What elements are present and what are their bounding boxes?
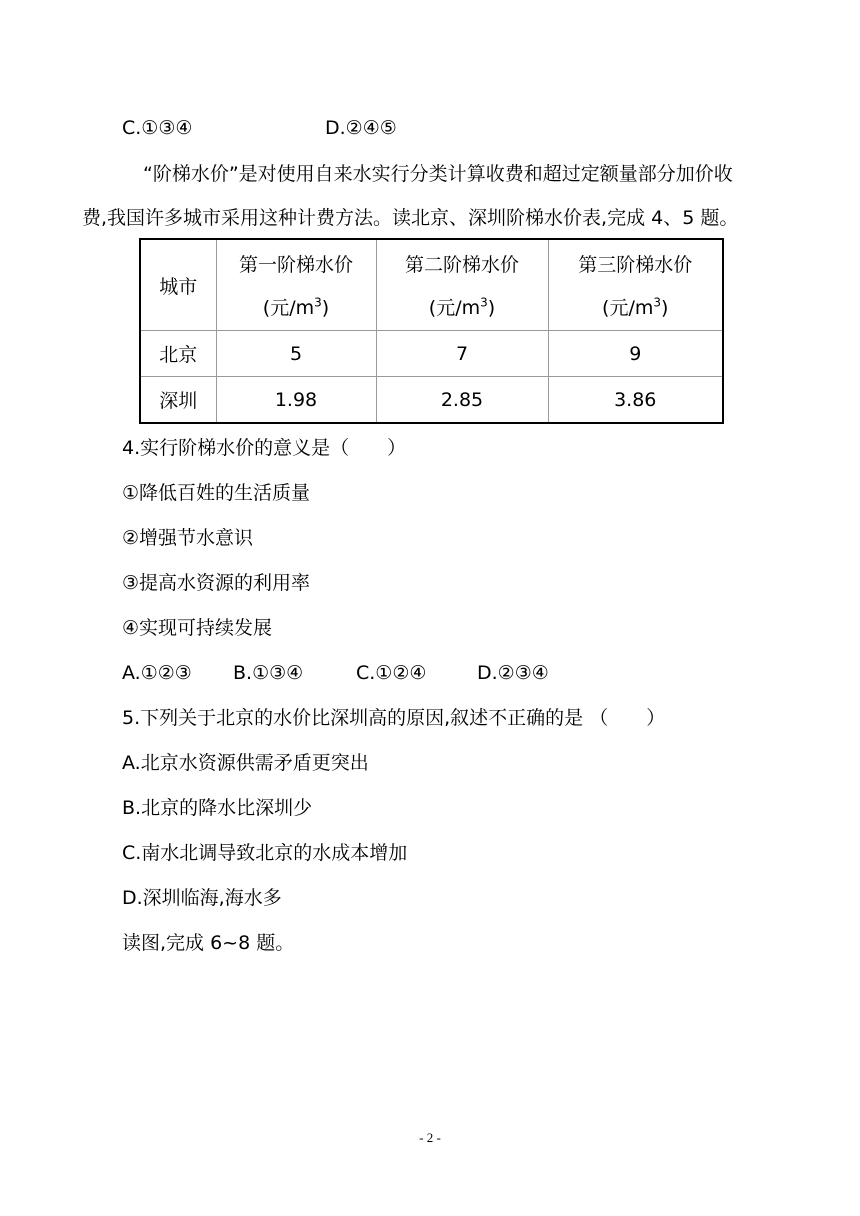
q4-item-2: ②增强节水意识 bbox=[122, 527, 254, 549]
read-figure-prompt: 读图,完成 6~8 题。 bbox=[122, 932, 295, 954]
q5-option-b: B.北京的降水比深圳少 bbox=[122, 797, 313, 819]
header-tier-1: 第一阶梯水价 (元$/m^3$) bbox=[216, 239, 376, 331]
q5-option-a: A.北京水资源供需矛盾更突出 bbox=[122, 752, 369, 774]
q4-option-a: A.①②③ bbox=[122, 662, 192, 684]
q4-item-1: ①降低百姓的生活质量 bbox=[122, 482, 311, 504]
intro-line-1: “阶梯水价”是对使用自来水实行分类计算收费和超过定额量部分加价收 bbox=[143, 163, 733, 185]
q4-option-d: D.②③④ bbox=[477, 662, 549, 684]
cell-city: 深圳 bbox=[140, 377, 216, 424]
header-tier-3: 第三阶梯水价 (元$/m^3$) bbox=[548, 239, 723, 331]
q5-option-c: C.南水北调导致北京的水成本增加 bbox=[122, 842, 408, 864]
q5-option-d: D.深圳临海,海水多 bbox=[122, 887, 282, 909]
cell-city: 北京 bbox=[140, 331, 216, 377]
option-c: C.①③④ bbox=[122, 117, 193, 139]
water-price-table bbox=[139, 238, 724, 424]
intro-line-2: 费,我国许多城市采用这种计费方法。读北京、深圳阶梯水价表,完成 4、5 题。 bbox=[82, 207, 739, 229]
cell-tier-1: 1.98 bbox=[216, 377, 376, 424]
cell-tier-2: 7 bbox=[376, 331, 548, 377]
table-row bbox=[140, 331, 723, 377]
option-d: D.②④⑤ bbox=[325, 117, 397, 139]
cell-tier-3: 3.86 bbox=[548, 377, 723, 424]
q5-stem: 5.下列关于北京的水价比深圳高的原因,叙述不正确的是 （ ） bbox=[122, 707, 666, 729]
cell-tier-2: 2.85 bbox=[376, 377, 548, 424]
header-city: 城市 bbox=[140, 239, 216, 331]
q4-option-c: C.①②④ bbox=[356, 662, 427, 684]
table-row bbox=[140, 377, 723, 424]
q4-item-3: ③提高水资源的利用率 bbox=[122, 572, 311, 594]
q4-item-4: ④实现可持续发展 bbox=[122, 617, 273, 639]
page-number: - 2 - bbox=[419, 1130, 441, 1145]
q4-stem: 4.实行阶梯水价的意义是（ ） bbox=[122, 437, 407, 459]
cell-tier-1: 5 bbox=[216, 331, 376, 377]
table-header-row bbox=[140, 239, 723, 331]
header-tier-2: 第二阶梯水价 (元$/m^3$) bbox=[376, 239, 548, 331]
q4-option-b: B.①③④ bbox=[233, 662, 304, 684]
cell-tier-3: 9 bbox=[548, 331, 723, 377]
